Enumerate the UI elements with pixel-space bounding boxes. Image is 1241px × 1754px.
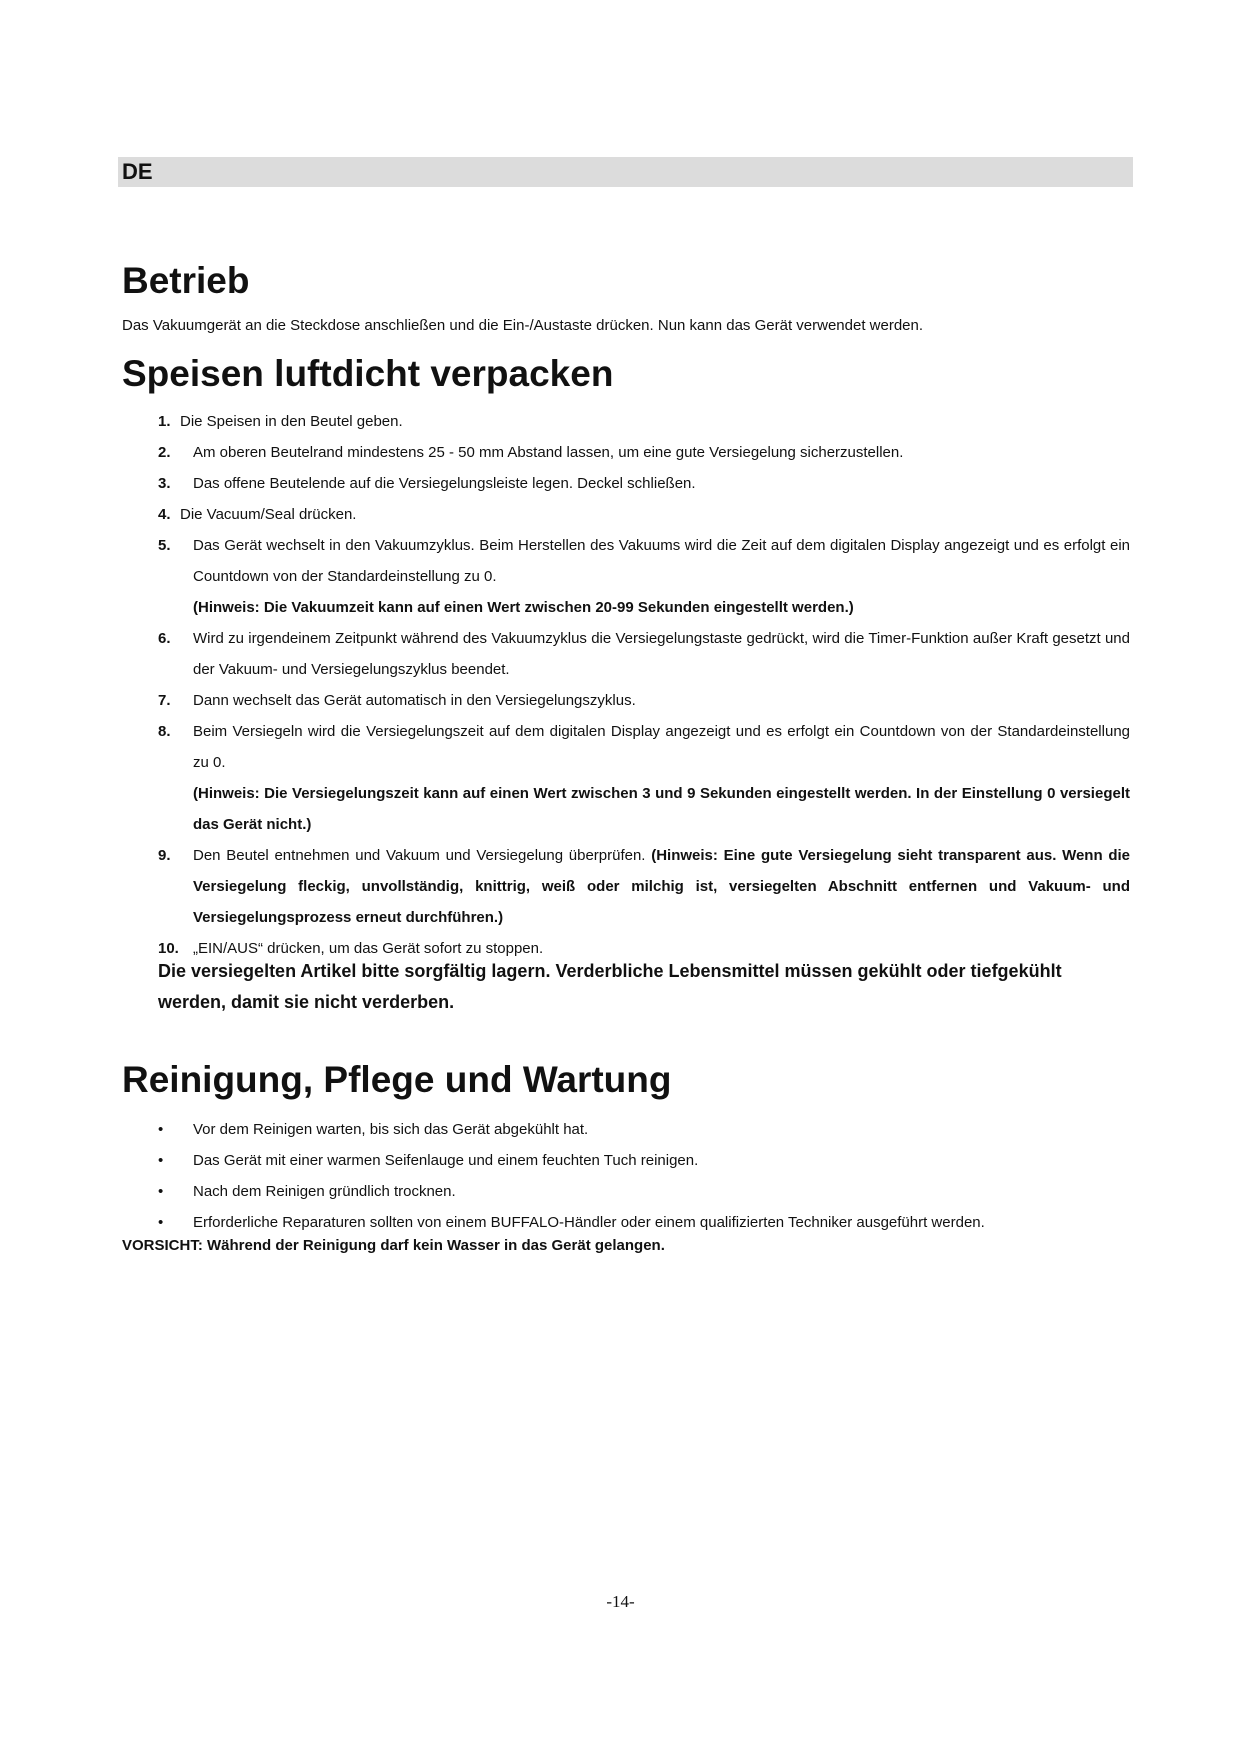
cleaning-list: [158, 1114, 1130, 1238]
language-label: DE: [122, 159, 153, 184]
vacuum-steps-list: [158, 406, 1130, 964]
step-number: 8.: [158, 723, 171, 740]
step-item: [158, 468, 1130, 499]
step-number: 4.: [158, 506, 171, 523]
step-text: Dann wechselt das Gerät automatisch in den Versiegelungszyklus.: [193, 692, 636, 709]
list-item: [158, 1114, 1130, 1145]
list-item: [158, 1145, 1130, 1176]
step-text: Die Speisen in den Beutel geben.: [180, 413, 403, 430]
step-item: [158, 623, 1130, 685]
bullet-icon: •: [158, 1214, 164, 1231]
page-number: -14-: [606, 1592, 635, 1611]
section-title-speisen: Speisen luftdicht verpacken: [122, 353, 614, 394]
step-item: [158, 437, 1130, 468]
section-title-reinigung: Reinigung, Pflege und Wartung: [122, 1059, 672, 1100]
step-item: [158, 840, 1130, 933]
step-text: Beim Versiegeln wird die Versiegelungszeit auf dem digitalen Display angezeigt und es erfolgt ein Countdown von der Standardeinstellung zu 0.: [193, 723, 1130, 771]
step-text: Die Vacuum/Seal drücken.: [180, 506, 357, 523]
section-title-betrieb: Betrieb: [122, 260, 250, 301]
betrieb-text: Das Vakuumgerät an die Steckdose anschließen und die Ein-/Austaste drücken. Nun kann das Gerät verwendet werden.: [122, 317, 924, 334]
language-header-bar: [118, 157, 1133, 187]
step-note: (Hinweis: Die Vakuumzeit kann auf einen Wert zwischen 20-99 Sekunden eingestellt werden.): [193, 599, 854, 616]
step-item: [158, 406, 1130, 437]
step-number: 10.: [158, 940, 179, 957]
bullet-icon: •: [158, 1183, 164, 1200]
step-note: (Hinweis: Die Versiegelungszeit kann auf einen Wert zwischen 3 und 9 Sekunden eingestellt werden. In der Einstellung 0 versiegelt das Gerät nicht.): [193, 785, 1130, 833]
step-text: Das offene Beutelende auf die Versiegelungsleiste legen. Deckel schließen.: [193, 475, 696, 492]
step-item: [158, 499, 1130, 530]
step-number: 3.: [158, 475, 171, 492]
step-text: Wird zu irgendeinem Zeitpunkt während des Vakuumzyklus die Versiegelungstaste gedrückt, wird die Timer-Funktion außer Kraft gesetzt und der Vakuum- und Versiegelungszyklus beendet.: [193, 630, 1130, 678]
step-number: 9.: [158, 847, 171, 864]
list-item-text: Erforderliche Reparaturen sollten von einem BUFFALO-Händler oder einem qualifizierten Techniker ausgeführt werden.: [193, 1214, 985, 1231]
step-number: 5.: [158, 537, 171, 554]
list-item-text: Das Gerät mit einer warmen Seifenlauge und einem feuchten Tuch reinigen.: [193, 1152, 699, 1169]
step-item: [158, 716, 1130, 840]
step-text: „EIN/AUS“ drücken, um das Gerät sofort zu stoppen.: [193, 940, 544, 957]
step-number: 7.: [158, 692, 171, 709]
step-note: (Hinweis: Eine gute Versiegelung sieht transparent aus. Wenn die Versiegelung fleckig, unvollständig, knittrig, weiß oder milchig ist, versiegelten Abschnitt entfernen und Vakuum- und Versiegelungsprozess erneut durchführen.): [193, 847, 1131, 926]
bullet-icon: •: [158, 1121, 164, 1138]
step-number: 1.: [158, 413, 171, 430]
step-text: Den Beutel entnehmen und Vakuum und Versiegelung überprüfen.: [193, 847, 646, 864]
bullet-icon: •: [158, 1152, 164, 1169]
step-text: Das Gerät wechselt in den Vakuumzyklus. Beim Herstellen des Vakuums wird die Zeit auf dem digitalen Display angezeigt und es erfolgt ein Countdown von der Standardeinstellung zu 0.: [193, 537, 1130, 585]
step-item: [158, 685, 1130, 716]
list-item: [158, 1207, 1130, 1238]
list-item-text: Nach dem Reinigen gründlich trocknen.: [193, 1183, 456, 1200]
list-item-text: Vor dem Reinigen warten, bis sich das Gerät abgekühlt hat.: [193, 1121, 589, 1138]
step-number: 2.: [158, 444, 171, 461]
storage-note: Die versiegelten Artikel bitte sorgfältig lagern. Verderbliche Lebensmittel müssen gekühlt oder tiefgekühlt werden, damit sie nicht verderben.: [158, 961, 1062, 1012]
step-number: 6.: [158, 630, 171, 647]
caution-note: VORSICHT: Während der Reinigung darf kein Wasser in das Gerät gelangen.: [122, 1237, 665, 1254]
step-item: [158, 530, 1130, 623]
list-item: [158, 1176, 1130, 1207]
step-text: Am oberen Beutelrand mindestens 25 - 50 mm Abstand lassen, um eine gute Versiegelung sicherzustellen.: [193, 444, 904, 461]
